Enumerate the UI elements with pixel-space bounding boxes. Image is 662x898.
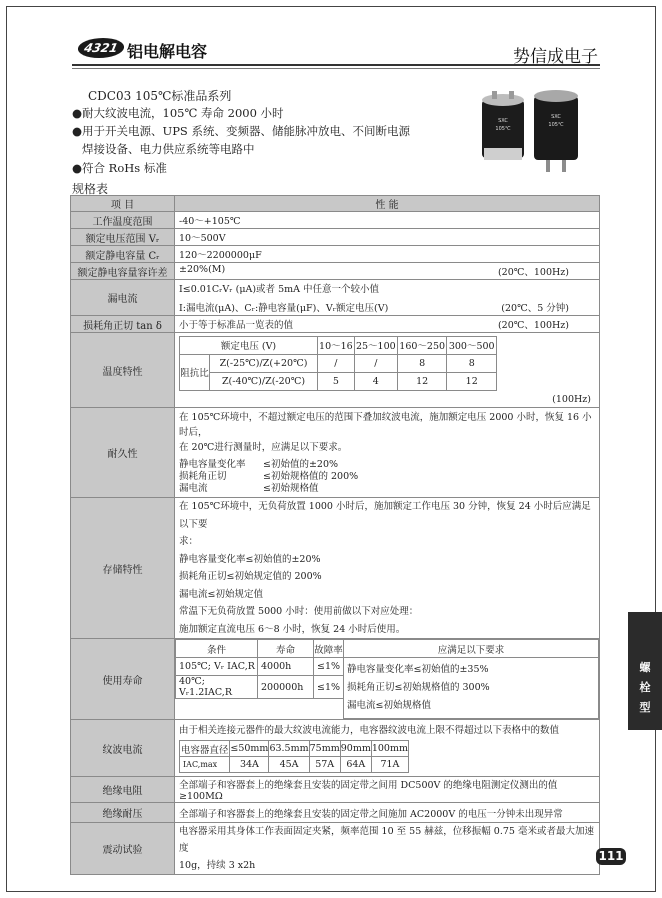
storage-label: 存储特性 bbox=[71, 498, 175, 639]
capacitance-label: 额定静电容量 Cᵣ bbox=[71, 246, 175, 263]
header-rule-thin bbox=[72, 68, 600, 69]
voltage-col: 300～500 bbox=[447, 336, 497, 354]
temp-range-value: -40～+105℃ bbox=[175, 212, 600, 229]
life-table bbox=[175, 639, 599, 719]
header-performance: 性 能 bbox=[175, 196, 600, 212]
tan-label: 损耗角正切 tan δ bbox=[71, 316, 175, 333]
ripple-value: 45A bbox=[269, 757, 309, 773]
ripple-table bbox=[179, 740, 409, 773]
ratio-value: / bbox=[354, 354, 397, 372]
temp-char-label: 温度特性 bbox=[71, 333, 175, 408]
feature-item: ●耐大纹波电流，105℃ 寿命 2000 小时 bbox=[72, 106, 284, 120]
svg-text:SXC: SXC bbox=[498, 118, 508, 124]
tan-cell: 小于等于标准品一览表的值 (20℃、100Hz) bbox=[175, 316, 600, 333]
page-number: 111 bbox=[596, 848, 626, 865]
company-name: 势信成电子 bbox=[513, 47, 598, 67]
brand-logo: 4321 bbox=[76, 38, 126, 58]
spec-table bbox=[70, 195, 600, 875]
leakage-cell: I≤0.01CᵣVᵣ (μA)或者 5mA 中任意一个较小值 I:漏电流(μA)、Cᵣ:静电容量(μF)、Vᵣ额定电压(V) (20℃、5 分钟) bbox=[175, 280, 600, 316]
ratio-value: 8 bbox=[397, 354, 447, 372]
ripple-label: 纹波电流 bbox=[71, 720, 175, 777]
tolerance-cell: ±20%(M) (20℃、100Hz) bbox=[175, 263, 600, 280]
life-hours: 200000h bbox=[258, 676, 314, 699]
voltage-col: 25～100 bbox=[354, 336, 397, 354]
ratio-value: 8 bbox=[447, 354, 497, 372]
ratio-value: 5 bbox=[318, 372, 355, 390]
ratio-value: 12 bbox=[397, 372, 447, 390]
ripple-value: 71A bbox=[371, 757, 408, 773]
ratio-value: 4 bbox=[354, 372, 397, 390]
ripple-row-label: IAC,max bbox=[180, 757, 230, 773]
side-tab: 螺 栓 型 bbox=[628, 612, 662, 730]
feature-item: ●符合 RoHs 标准 bbox=[72, 161, 167, 175]
ripple-cell: 由于相关连接元器件的最大纹波电流能力，电容器纹波电流上限不得超过以下表格中的数值 电容器直径 ≤50mm 63.5mm 75mm 90mm 100mm IAC,max 34A 45A 57A 64A 71A bbox=[175, 720, 600, 777]
rated-voltage-header: 额定电压 (V) bbox=[180, 336, 318, 354]
vibration-label: 震动试验 bbox=[71, 823, 175, 875]
life-hours: 4000h bbox=[258, 658, 314, 676]
life-cell bbox=[175, 639, 600, 720]
voltage-value: 10～500V bbox=[175, 229, 600, 246]
ripple-header: 100mm bbox=[371, 741, 408, 757]
header-rule bbox=[72, 64, 600, 66]
impedance-ratio-label: 阻抗比 bbox=[180, 354, 210, 390]
temp-char-cell bbox=[175, 333, 600, 408]
ripple-header: 63.5mm bbox=[269, 741, 309, 757]
capacitance-value: 120～2200000μF bbox=[175, 246, 600, 263]
spec-table-label: 规格表 bbox=[72, 182, 109, 196]
ratio-value: 12 bbox=[447, 372, 497, 390]
ripple-header: 90mm bbox=[340, 741, 371, 757]
life-condition: 40℃; Vᵣ1.2IAC,R bbox=[176, 676, 258, 699]
capacitor-photo bbox=[470, 88, 595, 178]
svg-text:105℃: 105℃ bbox=[495, 126, 511, 132]
voltage-col: 10～16 bbox=[318, 336, 355, 354]
withstand-label: 绝缘耐压 bbox=[71, 803, 175, 823]
voltage-label: 额定电压范围 Vᵣ bbox=[71, 229, 175, 246]
vibration-cell: 电容器采用其身体工作表面固定夹紧，频率范围 10 至 55 赫兹，位移振幅 0.75 毫米或者最大加速度 10g，持续 3 x2h bbox=[175, 823, 600, 875]
svg-text:105℃: 105℃ bbox=[548, 122, 564, 128]
ripple-header: ≤50mm bbox=[230, 741, 269, 757]
voltage-col: 160～250 bbox=[397, 336, 447, 354]
life-col-header: 应满足以下要求 bbox=[344, 640, 599, 658]
ripple-value: 34A bbox=[230, 757, 269, 773]
life-blank bbox=[176, 699, 344, 719]
endurance-cell: 在 105℃环境中，不超过额定电压的范围下叠加纹波电流，施加额定电压 2000 小时，恢复 16 小时后， 在 20℃进行测量时，应满足以下要求。 静电容量变化率 ≤初始值的±20% 损耗角正切 ≤初始规格值的 200% 漏电流 ≤初始规格值 bbox=[175, 408, 600, 498]
insulation-value: 全部端子和容器套上的绝缘套且安装的固定带之间用 DC500V 的绝缘电阻测定仪测出的值≥100MΩ bbox=[175, 777, 600, 803]
ripple-value: 64A bbox=[340, 757, 371, 773]
insulation-label: 绝缘电阻 bbox=[71, 777, 175, 803]
ripple-value: 57A bbox=[309, 757, 340, 773]
series-title: CDC03 105℃标准品系列 bbox=[88, 89, 232, 103]
life-requirements: 静电容量变化率≤初始值的±35% 损耗角正切≤初始规格值的 300% 漏电流≤初始规格值 bbox=[344, 658, 599, 719]
life-condition: 105℃; Vᵣ IAC,R bbox=[176, 658, 258, 676]
ratio-row-label: Z(-25℃)/Z(+20℃) bbox=[210, 354, 318, 372]
temp-char-table bbox=[179, 336, 497, 391]
life-col-header: 条件 bbox=[176, 640, 258, 658]
feature-item: ●用于开关电源、UPS 系统、变频器、储能脉冲放电、不间断电源 bbox=[72, 124, 410, 138]
withstand-value: 全部端子和容器套上的绝缘套且安装的固定带之间施加 AC2000V 的电压一分钟未出现异常 bbox=[175, 803, 600, 823]
ripple-header: 75mm bbox=[309, 741, 340, 757]
svg-text:SXC: SXC bbox=[551, 114, 561, 120]
tolerance-label: 额定静电容量容许差 bbox=[71, 263, 175, 280]
frequency-note: (100Hz) bbox=[552, 393, 591, 405]
leakage-label: 漏电流 bbox=[71, 280, 175, 316]
ratio-row-label: Z(-40℃)/Z(-20℃) bbox=[210, 372, 318, 390]
life-failure-rate: ≤1% bbox=[314, 658, 344, 676]
life-failure-rate: ≤1% bbox=[314, 676, 344, 699]
life-col-header: 寿命 bbox=[258, 640, 314, 658]
header-item: 项 目 bbox=[71, 196, 175, 212]
ripple-header: 电容器直径 bbox=[180, 741, 230, 757]
header-title: 铝电解电容 bbox=[127, 42, 208, 61]
storage-cell: 在 105℃环境中，无负荷放置 1000 小时后，施加额定工作电压 30 分钟，恢复 24 小时后应满足以下要 求： 静电容量变化率≤初始值的±20% 损耗角正切≤初始规定值的 200% 漏电流≤初始规定值 常温下无负荷放置 5000 小时：使用前做以下对应处理： 施加额定直流电压 6～8 小时，恢复 24 小时后使用。 bbox=[175, 498, 600, 639]
endurance-label: 耐久性 bbox=[71, 408, 175, 498]
temp-range-label: 工作温度范围 bbox=[71, 212, 175, 229]
life-col-header: 故障率 bbox=[314, 640, 344, 658]
ratio-value: / bbox=[318, 354, 355, 372]
feature-item: 焊接设备、电力供应系统等电路中 bbox=[82, 142, 255, 156]
life-label: 使用寿命 bbox=[71, 639, 175, 720]
